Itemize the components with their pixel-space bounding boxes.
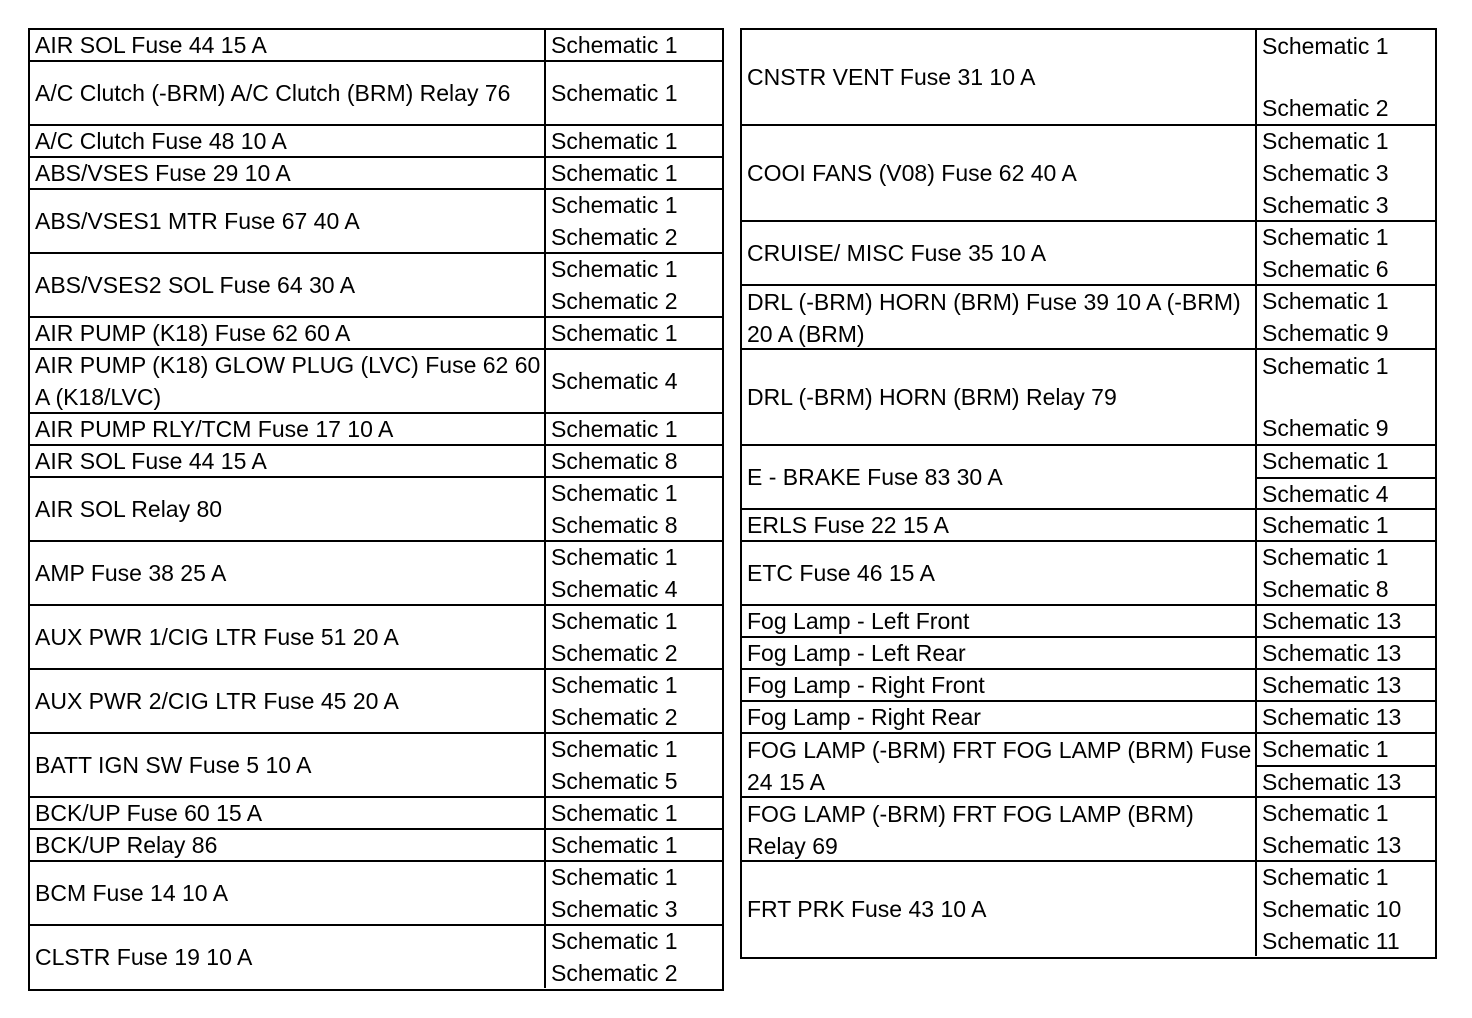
component-cell: AMP Fuse 38 25 A: [30, 542, 546, 606]
schematic-ref: Schematic 13: [1257, 765, 1435, 797]
schematic-cell: [546, 318, 722, 350]
schematic-cell: [546, 350, 722, 414]
component-cell: ABS/VSES2 SOL Fuse 64 30 A: [30, 254, 546, 318]
schematic-ref: Schematic 3: [551, 896, 678, 922]
schematic-cell: [546, 670, 722, 734]
schematic-ref: Schematic 1: [551, 928, 678, 954]
schematic-cell: [1257, 286, 1435, 350]
schematic-ref: Schematic 1: [1262, 512, 1389, 538]
schematic-ref: Schematic 1: [551, 192, 678, 218]
component-cell: Fog Lamp - Right Rear: [742, 702, 1257, 734]
schematic-ref: Schematic 2: [551, 224, 678, 250]
component-cell: ETC Fuse 46 15 A: [742, 542, 1257, 606]
component-cell: AUX PWR 2/CIG LTR Fuse 45 20 A: [30, 670, 546, 734]
component-cell: ABS/VSES Fuse 29 10 A: [30, 158, 546, 190]
schematic-cell: [546, 190, 722, 254]
schematic-ref: Schematic 1: [551, 256, 678, 282]
schematic-ref: Schematic 1: [1262, 288, 1389, 314]
schematic-ref: Schematic 1: [551, 544, 678, 570]
schematic-ref: Schematic 9: [1262, 415, 1389, 441]
schematic-ref: Schematic 1: [551, 608, 678, 634]
schematic-ref: Schematic 2: [551, 640, 678, 666]
schematic-ref: Schematic 1: [551, 32, 678, 58]
schematic-ref: Schematic 2: [551, 288, 678, 314]
schematic-cell: [546, 30, 722, 62]
schematic-ref: Schematic 2: [1262, 95, 1389, 121]
schematic-ref: Schematic 8: [551, 512, 678, 538]
component-cell: AIR PUMP (K18) GLOW PLUG (LVC) Fuse 62 60 A (K18/LVC): [30, 350, 546, 414]
schematic-ref: Schematic 1: [551, 416, 678, 442]
component-cell: ERLS Fuse 22 15 A: [742, 510, 1257, 542]
schematic-ref: Schematic 4: [1257, 477, 1435, 509]
schematic-ref: Schematic 1: [551, 672, 678, 698]
component-cell: DRL (-BRM) HORN (BRM) Fuse 39 10 A (-BRM) 20 A (BRM): [742, 286, 1257, 350]
schematic-cell: [1257, 542, 1435, 606]
schematic-cell: [1257, 670, 1435, 702]
component-cell: A/C Clutch Fuse 48 10 A: [30, 126, 546, 158]
schematic-ref: Schematic 1: [1262, 353, 1389, 379]
schematic-ref: Schematic 1: [551, 128, 678, 154]
schematic-cell: [546, 798, 722, 830]
schematic-cell: [546, 926, 722, 988]
schematic-ref: Schematic 9: [1262, 320, 1389, 346]
schematic-ref: Schematic 1: [1262, 800, 1389, 826]
schematic-ref: Schematic 1: [1262, 864, 1389, 890]
component-cell: BCK/UP Relay 86: [30, 830, 546, 862]
schematic-ref: Schematic 1: [551, 320, 678, 346]
schematic-ref: Schematic 5: [551, 768, 678, 794]
schematic-cell: [1257, 446, 1435, 510]
component-cell: AIR SOL Relay 80: [30, 478, 546, 542]
schematic-cell: [1257, 862, 1435, 956]
schematic-ref: Schematic 4: [551, 576, 678, 602]
schematic-ref: Schematic 2: [551, 960, 678, 986]
component-cell: CRUISE/ MISC Fuse 35 10 A: [742, 222, 1257, 286]
schematic-cell: [546, 734, 722, 798]
schematic-ref: Schematic 1: [1262, 544, 1389, 570]
component-cell: ABS/VSES1 MTR Fuse 67 40 A: [30, 190, 546, 254]
schematic-cell: [546, 414, 722, 446]
right-fuse-table: [740, 28, 1437, 959]
schematic-cell: [1257, 510, 1435, 542]
component-cell: AIR PUMP RLY/TCM Fuse 17 10 A: [30, 414, 546, 446]
schematic-ref: Schematic 13: [1262, 832, 1402, 858]
schematic-cell: [546, 126, 722, 158]
schematic-ref: Schematic 11: [1262, 928, 1400, 954]
component-cell: DRL (-BRM) HORN (BRM) Relay 79: [742, 350, 1257, 446]
schematic-cell: [1257, 798, 1435, 862]
schematic-ref: Schematic 6: [1262, 256, 1389, 282]
schematic-ref: Schematic 1: [551, 864, 678, 890]
schematic-ref: Schematic 1: [1262, 224, 1389, 250]
schematic-ref: Schematic 2: [551, 704, 678, 730]
schematic-cell: [1257, 350, 1435, 446]
schematic-ref: Schematic 3: [1262, 160, 1389, 186]
schematic-cell: [1257, 638, 1435, 670]
component-cell: AIR SOL Fuse 44 15 A: [30, 30, 546, 62]
component-cell: BATT IGN SW Fuse 5 10 A: [30, 734, 546, 798]
schematic-cell: [1257, 734, 1435, 798]
schematic-ref: Schematic 8: [1262, 576, 1389, 602]
schematic-cell: [546, 478, 722, 542]
component-cell: AIR SOL Fuse 44 15 A: [30, 446, 546, 478]
component-cell: CLSTR Fuse 19 10 A: [30, 926, 546, 988]
schematic-ref: Schematic 1: [1262, 128, 1389, 154]
schematic-cell: [546, 254, 722, 318]
component-cell: BCM Fuse 14 10 A: [30, 862, 546, 926]
component-cell: COOI FANS (V08) Fuse 62 40 A: [742, 126, 1257, 222]
schematic-ref: Schematic 10: [1262, 896, 1402, 922]
component-cell: E - BRAKE Fuse 83 30 A: [742, 446, 1257, 510]
schematic-cell: [1257, 126, 1435, 222]
schematic-ref: Schematic 1: [1262, 33, 1389, 59]
left-fuse-table: [28, 28, 724, 991]
schematic-cell: [1257, 222, 1435, 286]
schematic-cell: [1257, 30, 1435, 126]
schematic-cell: [1257, 702, 1435, 734]
schematic-ref: Schematic 1: [551, 80, 678, 106]
schematic-cell: [546, 830, 722, 862]
schematic-cell: [546, 446, 722, 478]
schematic-ref: Schematic 1: [1262, 448, 1389, 474]
component-cell: Fog Lamp - Right Front: [742, 670, 1257, 702]
component-cell: A/C Clutch (-BRM) A/C Clutch (BRM) Relay 76: [30, 62, 546, 126]
component-cell: FOG LAMP (-BRM) FRT FOG LAMP (BRM) Fuse 24 15 A: [742, 734, 1257, 798]
schematic-cell: [546, 606, 722, 670]
schematic-cell: [1257, 606, 1435, 638]
component-cell: FOG LAMP (-BRM) FRT FOG LAMP (BRM) Relay 69: [742, 798, 1257, 862]
schematic-cell: [546, 62, 722, 126]
component-cell: Fog Lamp - Left Front: [742, 606, 1257, 638]
schematic-ref: Schematic 1: [551, 800, 678, 826]
component-cell: FRT PRK Fuse 43 10 A: [742, 862, 1257, 956]
schematic-cell: [546, 862, 722, 926]
component-cell: AIR PUMP (K18) Fuse 62 60 A: [30, 318, 546, 350]
component-cell: BCK/UP Fuse 60 15 A: [30, 798, 546, 830]
schematic-ref: Schematic 3: [1262, 192, 1389, 218]
schematic-cell: [546, 542, 722, 606]
component-cell: CNSTR VENT Fuse 31 10 A: [742, 30, 1257, 126]
schematic-ref: Schematic 1: [1262, 736, 1389, 762]
schematic-ref: Schematic 1: [551, 736, 678, 762]
schematic-ref: Schematic 1: [551, 160, 678, 186]
schematic-cell: [546, 158, 722, 190]
schematic-ref: Schematic 13: [1262, 640, 1402, 666]
component-cell: AUX PWR 1/CIG LTR Fuse 51 20 A: [30, 606, 546, 670]
schematic-ref: Schematic 8: [551, 448, 678, 474]
component-cell: Fog Lamp - Left Rear: [742, 638, 1257, 670]
schematic-ref: Schematic 13: [1262, 672, 1402, 698]
schematic-ref: Schematic 13: [1262, 608, 1402, 634]
schematic-ref: Schematic 1: [551, 832, 678, 858]
schematic-ref: Schematic 1: [551, 480, 678, 506]
schematic-ref: Schematic 13: [1262, 704, 1402, 730]
schematic-ref: Schematic 4: [551, 368, 678, 394]
